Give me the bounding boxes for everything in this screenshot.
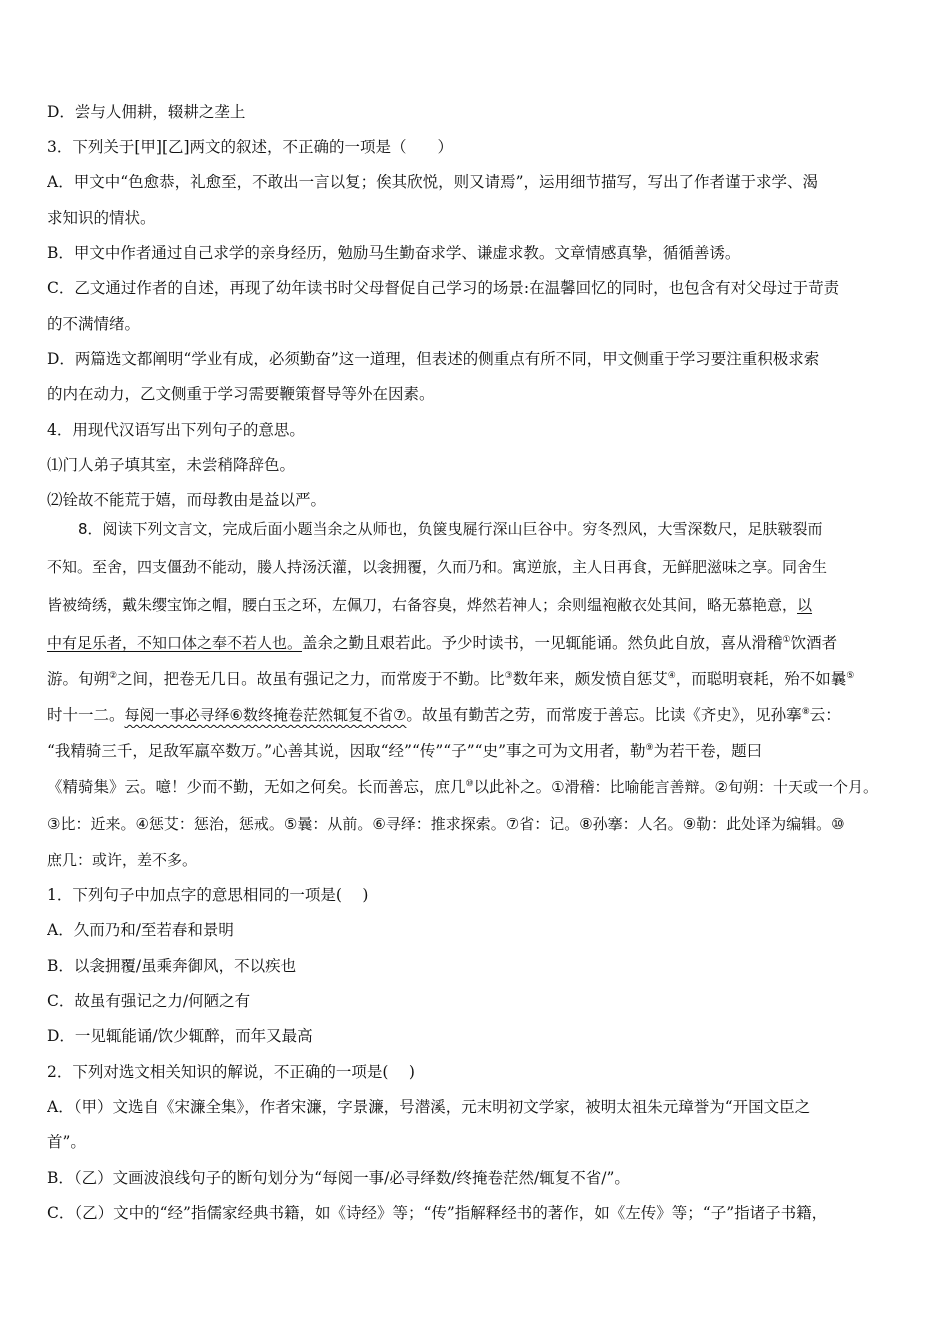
passage-line-5-d: ，而聪明衰耗，殆不如曩 — [675, 670, 847, 688]
question-3: 3．下列关于[甲][乙]两文的叙述，不正确的一项是（ ） — [47, 138, 454, 156]
passage-line-8 — [47, 776, 907, 800]
passage-line-2: 不知。至舍，四支僵劲不能动，媵人持汤沃灌，以衾拥覆，久而乃和。寓逆旅，主人日再食，无鲜肥滋味之享。同舍生 — [47, 558, 828, 576]
prev-option-d: D．尝与人佣耕，辍耕之垄上 — [47, 103, 246, 121]
q1-option-c: C．故虽有强记之力/何陋之有 — [47, 992, 251, 1010]
footnote-mark-3: ③ — [504, 671, 513, 681]
q2-option-c: C．（乙）文中的“经”指儒家经典书籍，如《诗经》等；“传”指解释经书的著作，如《左传》等；“子”指诸子书籍， — [47, 1204, 828, 1222]
passage-line-5-c: 数年来，颇发愤自惩艾 — [512, 670, 668, 688]
footnote-mark-8: ⑧ — [801, 707, 810, 717]
q1-option-b: B．以衾拥覆/虽乘奔御风，不以疾也 — [47, 957, 297, 975]
q3-option-d: D．两篇选文都阐明“学业有成，必须勤奋”这一道理，但表述的侧重点有所不同，甲文侧重于学习要注重积极求索 — [47, 350, 820, 368]
q2-option-b: B．（乙）文画波浪线句子的断句划分为“每阅一事/必寻绎数/终掩卷茫然/辄复不省/”。 — [47, 1169, 630, 1187]
footnote-mark-10: ⑩ — [465, 779, 474, 789]
footnote-mark-4: ④ — [667, 671, 676, 681]
passage-line-7 — [47, 740, 907, 764]
passage-line-6-c: 云： — [809, 706, 841, 724]
passage-line-5-a: 游。旬朔 — [47, 670, 110, 688]
underlined-phrase-start: 以 — [797, 596, 813, 614]
q3-option-d-cont: 的内在动力，乙文侧重于学习需要鞭策督导等外在因素。 — [47, 385, 435, 403]
footnote-mark-2: ② — [109, 671, 118, 681]
q2-option-a: A．（甲）文选自《宋濂全集》，作者宋濂，字景濂，号潜溪，元末明初文学家，被明太祖朱元璋誉为“开国文臣之 — [47, 1098, 811, 1116]
passage-line-5-b: 之间，把卷无几日。故虽有强记之力，而常废于不勤。比 — [117, 670, 505, 688]
footnotes-line-2: ③比：近来。④惩艾：惩治，惩戒。⑤曩：从前。⑥寻绎：推求探索。⑦省：记。⑧孙搴：人名。⑨勒：此处译为编辑。⑩ — [47, 815, 845, 833]
q3-option-c: C．乙文通过作者的自述，再现了幼年读书时父母督促自己学习的场景:在温馨回忆的同时，也包含有对父母过于苛责 — [47, 279, 840, 297]
q3-option-c-cont: 的不满情绪。 — [47, 315, 141, 333]
q2-option-a-cont: 首”。 — [47, 1133, 86, 1151]
passage-line-3 — [47, 594, 907, 618]
question-1: 1．下列句子中加点字的意思相同的一项是( ) — [47, 886, 369, 904]
q1-option-d: D．一见辄能诵/饮少辄醉，而年又最高 — [47, 1027, 313, 1045]
footnote-mark-9: ⑨ — [645, 743, 654, 753]
q3-option-a: A．甲文中“色愈恭，礼愈至，不敢出一言以复；俟其欣悦，则又请焉”，运用细节描写，写出了作者谨于求学、渴 — [47, 173, 819, 191]
passage-line-4-end: 饮酒者 — [790, 634, 838, 652]
q4-sentence-1: ⑴门人弟子填其室，未尝稍降辞色。 — [47, 456, 296, 474]
passage-line-5 — [47, 668, 907, 692]
question-2: 2．下列对选文相关知识的解说，不正确的一项是( ) — [47, 1063, 415, 1081]
q3-option-a-cont: 求知识的情状。 — [47, 209, 156, 227]
q4-sentence-2: ⑵铨故不能荒于嬉，而母教由是益以严。 — [47, 491, 327, 509]
footnote-mark-1: ① — [782, 635, 791, 645]
q1-option-a: A．久而乃和/至若春和景明 — [47, 921, 234, 939]
passage-line-6 — [47, 704, 907, 728]
q3-option-b: B．甲文中作者通过自己求学的亲身经历，勉励马生勤奋求学、谦虚求教。文章情感真挚，循循善诱。 — [47, 244, 741, 262]
question-4: 4．用现代汉语写出下列句子的意思。 — [47, 421, 305, 439]
passage-line-1: 8．阅读下列文言文，完成后面小题当余之从师也，负箧曳屣行深山巨谷中。穷冬烈风，大雪深数尺，足肤皲裂而 — [78, 520, 823, 538]
wavy-underlined-sentence: 每阅一事必寻绎⑥数终掩卷茫然辄复不省⑦ — [124, 706, 407, 724]
passage-line-4-text: 盖余之勤且艰若此。予少时读书，一见辄能诵。然负此自放，喜从滑稽 — [302, 634, 783, 652]
passage-line-8-a: 《精骑集》云。噫！少而不勤，无如之何矣。长而善忘，庶几 — [47, 778, 466, 796]
passage-line-6-b: 。故虽有勤苦之劳，而常废于善忘。比读《齐史》，见孙搴 — [406, 706, 802, 724]
passage-line-3-text: 皆被绮绣，戴朱缨宝饰之帽，腰白玉之环，左佩刀，右备容臭，烨然若神人；余则缊袍敝衣处其间，略无慕艳意， — [47, 596, 798, 614]
footnote-mark-5: ⑤ — [846, 671, 855, 681]
footnotes-start: ①滑稽：比喻能言善辩。②旬朔：十天或一个月。 — [551, 778, 879, 796]
footnotes-line-3: 庶几：或许，差不多。 — [47, 851, 198, 869]
passage-line-7-a: “我精骑三千，足敌军羸卒数万。”心善其说，因取“经”“传”“子”“史”事之可为文用者，勒 — [47, 742, 646, 760]
underlined-phrase: 中有足乐者，不知口体之奉不若人也。 — [47, 634, 303, 652]
passage-line-7-b: 为若干卷，题曰 — [653, 742, 763, 760]
passage-line-8-b: 以此补之。 — [473, 778, 552, 796]
passage-line-6-a: 时十一二。 — [47, 706, 125, 724]
passage-line-4 — [47, 632, 907, 656]
